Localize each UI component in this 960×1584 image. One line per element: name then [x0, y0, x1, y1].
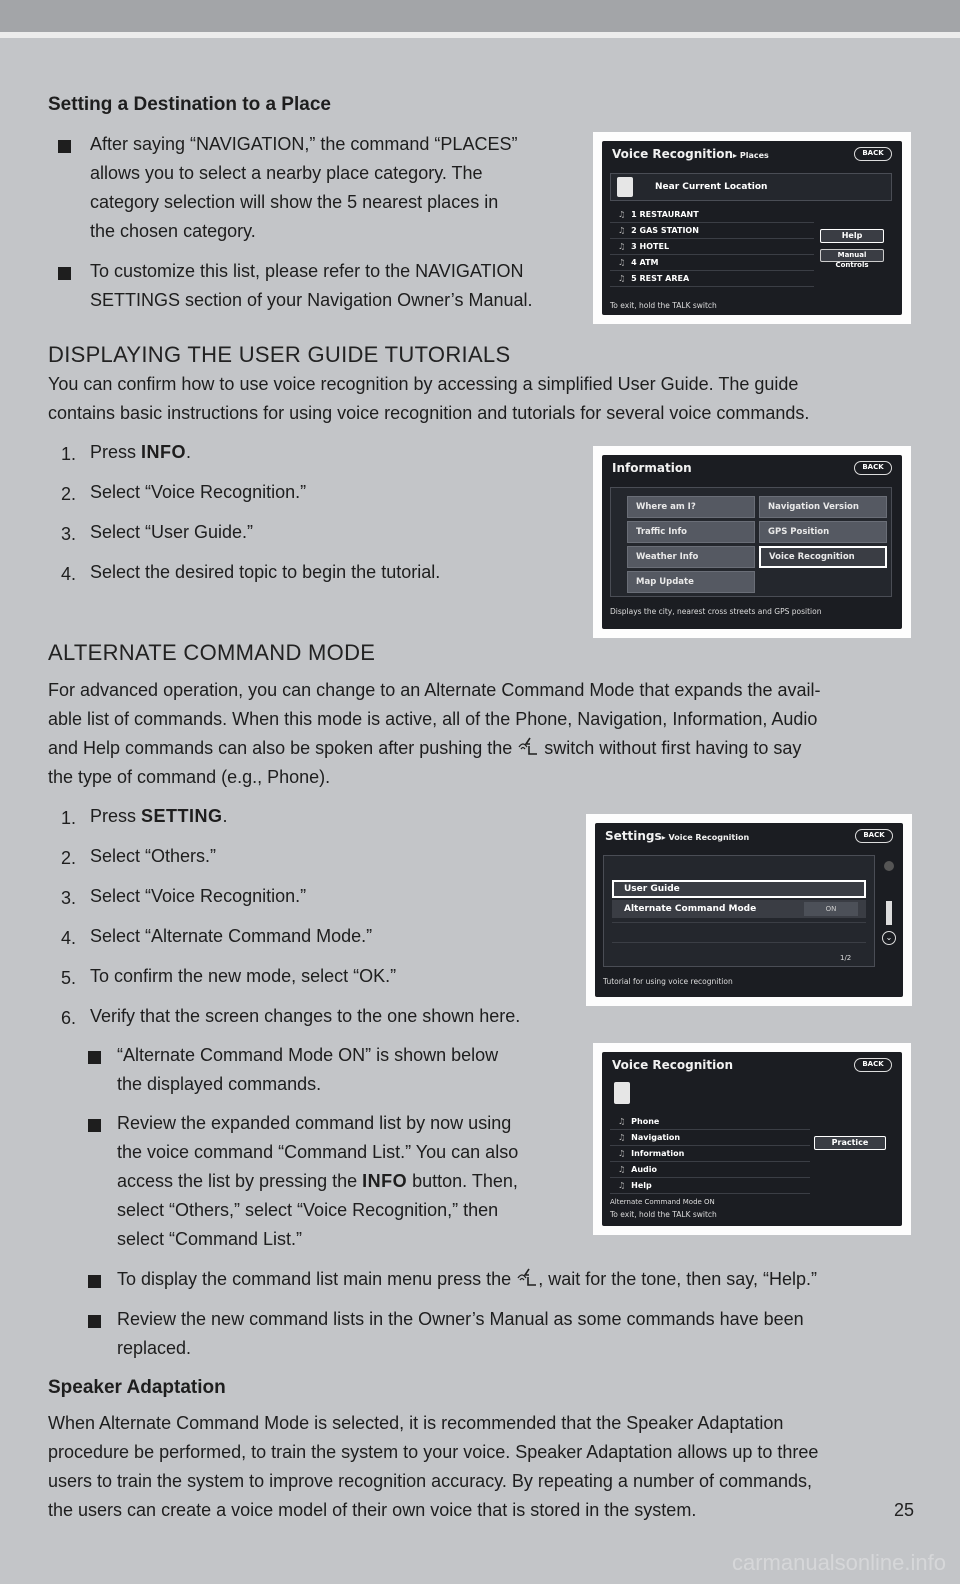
- top-divider: [0, 32, 960, 38]
- step-number: 4.: [61, 928, 77, 948]
- back-button: BACK: [855, 829, 893, 843]
- step-number: 3.: [61, 888, 77, 908]
- alt-sub2-line3: access the list by pressing the INFO button. Then,: [117, 1171, 518, 1191]
- list-item: ♫ 3 HOTEL: [610, 239, 814, 255]
- place-bullet2-line1: To customize this list, please refer to the NAVIGATION: [90, 261, 524, 281]
- bullet-icon: [58, 267, 71, 280]
- alt-step4: Select “Alternate Command Mode.”: [90, 926, 373, 946]
- places-header: Near Current Location: [655, 182, 768, 192]
- menu-weather-info: Weather Info: [627, 546, 755, 568]
- list-item: ♫ 2 GAS STATION: [610, 223, 814, 239]
- list-item: ♫ Information: [610, 1146, 810, 1162]
- alt-intro-line3: and Help commands can also be spoken after pushing the switch without first having to say: [48, 734, 801, 766]
- speaker-line3: users to train the system to improve recognition accuracy. By repeating a number of commands,: [48, 1471, 813, 1491]
- section-title-place: Setting a Destination to a Place: [48, 94, 331, 115]
- list-item: ♫ 1 RESTAURANT: [610, 207, 814, 223]
- screenshot-voice-recognition: [593, 1043, 911, 1235]
- information-screen-title: Information: [612, 461, 692, 475]
- settings-footer: Tutorial for using voice recognition: [603, 977, 733, 986]
- alt-sub1-line2: the displayed commands.: [117, 1074, 322, 1094]
- places-screen: [602, 141, 902, 315]
- settings-scrollbar: [881, 861, 897, 965]
- step-number: 1.: [61, 444, 77, 464]
- places-header-panel: [610, 173, 892, 201]
- settings-list-panel: [603, 855, 875, 967]
- vr-mode-label: Alternate Command Mode ON: [610, 1198, 715, 1206]
- settings-item-alt-mode: Alternate Command Mode: [612, 900, 866, 918]
- watermark: carmanualsonline.info: [731, 1550, 946, 1575]
- alt-sub4-line1: Review the new command lists in the Owner’s Manual as some commands have been: [117, 1309, 804, 1329]
- list-item: ♫ 4 ATM: [610, 255, 814, 271]
- alt-intro-line4: the type of command (e.g., Phone).: [48, 767, 331, 787]
- screenshot-places: [593, 132, 911, 324]
- divider: [612, 922, 866, 923]
- settings-item-user-guide: User Guide: [612, 880, 866, 898]
- settings-screen-title: Settings▸ Voice Recognition: [605, 829, 750, 843]
- alt-intro-line1: For advanced operation, you can change to an Alternate Command Mode that expands the avail-: [48, 680, 821, 700]
- alt-sub2-line2: the voice command “Command List.” You can also: [117, 1142, 519, 1162]
- place-bullet1-line4: the chosen category.: [90, 221, 256, 241]
- places-screen-title: Voice Recognition▸ Places: [612, 147, 769, 161]
- vr-footer: To exit, hold the TALK switch: [610, 1210, 717, 1219]
- speaker-head-icon: [614, 1082, 630, 1104]
- bullet-icon: [88, 1275, 101, 1288]
- places-list: [610, 207, 814, 289]
- bullet-icon: [88, 1119, 101, 1132]
- scroll-down-icon: ⌄: [882, 931, 896, 945]
- speaker-line4: the users can create a voice model of their own voice that is stored in the system.: [48, 1500, 697, 1520]
- speaker-line1: When Alternate Command Mode is selected, it is recommended that the Speaker Adaptation: [48, 1413, 784, 1433]
- menu-where-am-i: Where am I?: [627, 496, 755, 518]
- talk-switch-icon: [516, 1268, 538, 1297]
- step-number: 2.: [61, 484, 77, 504]
- alt-step6: Verify that the screen changes to the one shown here.: [90, 1006, 521, 1026]
- speaker-head-icon: [617, 177, 633, 197]
- step-number: 1.: [61, 808, 77, 828]
- alt-sub2-line4: select “Others,” select “Voice Recognition,” then: [117, 1200, 499, 1220]
- menu-map-update: Map Update: [627, 571, 755, 593]
- alt-step3: Select “Voice Recognition.”: [90, 886, 307, 906]
- screenshot-settings: [586, 814, 912, 1006]
- place-bullet1-line2: allows you to select a nearby place category. The: [90, 163, 483, 183]
- settings-alt-mode-value: ON: [804, 902, 858, 916]
- divider: [612, 942, 866, 943]
- step-number: 2.: [61, 848, 77, 868]
- alt-sub2-line1: Review the expanded command list by now using: [117, 1113, 512, 1133]
- alt-sub4-line2: replaced.: [117, 1338, 192, 1358]
- guide-intro-line1: You can confirm how to use voice recognition by accessing a simplified User Guide. The guide: [48, 374, 799, 394]
- settings-page-indicator: 1/2: [840, 954, 852, 962]
- menu-voice-recognition: Voice Recognition: [759, 546, 887, 568]
- bullet-icon: [88, 1315, 101, 1328]
- help-button: Help: [820, 229, 884, 243]
- information-screen: [602, 455, 902, 629]
- top-bar: [0, 0, 960, 32]
- list-item: ♫ Phone: [610, 1114, 810, 1130]
- step-number: 6.: [61, 1008, 77, 1028]
- screenshot-information: [593, 446, 911, 638]
- list-item: ♫ Navigation: [610, 1130, 810, 1146]
- alt-step5: To confirm the new mode, select “OK.”: [90, 966, 397, 986]
- bullet-icon: [88, 1051, 101, 1064]
- talk-switch-icon: [517, 737, 539, 766]
- menu-traffic-info: Traffic Info: [627, 521, 755, 543]
- voice-recognition-screen: [602, 1052, 902, 1226]
- step-number: 3.: [61, 524, 77, 544]
- alt-sub3: To display the command list main menu press the , wait for the tone, then say, “Help.”: [117, 1265, 817, 1297]
- list-item: ♫ Help: [610, 1178, 810, 1194]
- alt-intro-line2: able list of commands. When this mode is active, all of the Phone, Navigation, Information, Audio: [48, 709, 818, 729]
- guide-intro-line2: contains basic instructions for using voice recognition and tutorials for several voice commands.: [48, 403, 810, 423]
- menu-gps-position: GPS Position: [759, 521, 887, 543]
- guide-step2: Select “Voice Recognition.”: [90, 482, 307, 502]
- back-button: BACK: [854, 1058, 892, 1072]
- back-button: BACK: [854, 147, 892, 161]
- settings-screen: [595, 823, 903, 997]
- place-bullet2-line2: SETTINGS section of your Navigation Owner’s Manual.: [90, 290, 533, 310]
- section-title-speaker: Speaker Adaptation: [48, 1377, 226, 1398]
- vr-command-list: [610, 1114, 810, 1196]
- section-title-guide: DISPLAYING THE USER GUIDE TUTORIALS: [48, 342, 511, 367]
- alt-sub1-line1: “Alternate Command Mode ON” is shown below: [117, 1045, 499, 1065]
- places-footer: To exit, hold the TALK switch: [610, 301, 717, 310]
- step-number: 4.: [61, 564, 77, 584]
- scroll-thumb: [886, 901, 892, 925]
- list-item: ♫ 5 REST AREA: [610, 271, 814, 287]
- practice-button: Practice: [814, 1136, 886, 1150]
- step-number: 5.: [61, 968, 77, 988]
- alt-sub2-line5: select “Command List.”: [117, 1229, 303, 1249]
- alt-step2: Select “Others.”: [90, 846, 217, 866]
- speaker-line2: procedure be performed, to train the system to your voice. Speaker Adaptation allows up to three: [48, 1442, 819, 1462]
- guide-step1: Press INFO.: [90, 442, 192, 462]
- scroll-up-icon: [884, 861, 894, 871]
- information-menu-panel: [610, 487, 892, 597]
- alt-step1: Press SETTING.: [90, 806, 228, 826]
- information-footer: Displays the city, nearest cross streets and GPS position: [610, 607, 822, 616]
- vr-screen-title: Voice Recognition: [612, 1058, 734, 1072]
- manual-controls-button: Manual Controls: [820, 249, 884, 262]
- section-title-alt: ALTERNATE COMMAND MODE: [48, 640, 376, 665]
- menu-navigation-version: Navigation Version: [759, 496, 887, 518]
- place-bullet1-line3: category selection will show the 5 nearest places in: [90, 192, 499, 212]
- guide-step3: Select “User Guide.”: [90, 522, 254, 542]
- guide-step4: Select the desired topic to begin the tutorial.: [90, 562, 441, 582]
- back-button: BACK: [854, 461, 892, 475]
- list-item: ♫ Audio: [610, 1162, 810, 1178]
- bullet-icon: [58, 140, 71, 153]
- place-bullet1-line1: After saying “NAVIGATION,” the command “PLACES”: [90, 134, 518, 154]
- page-number: 25: [893, 1500, 914, 1520]
